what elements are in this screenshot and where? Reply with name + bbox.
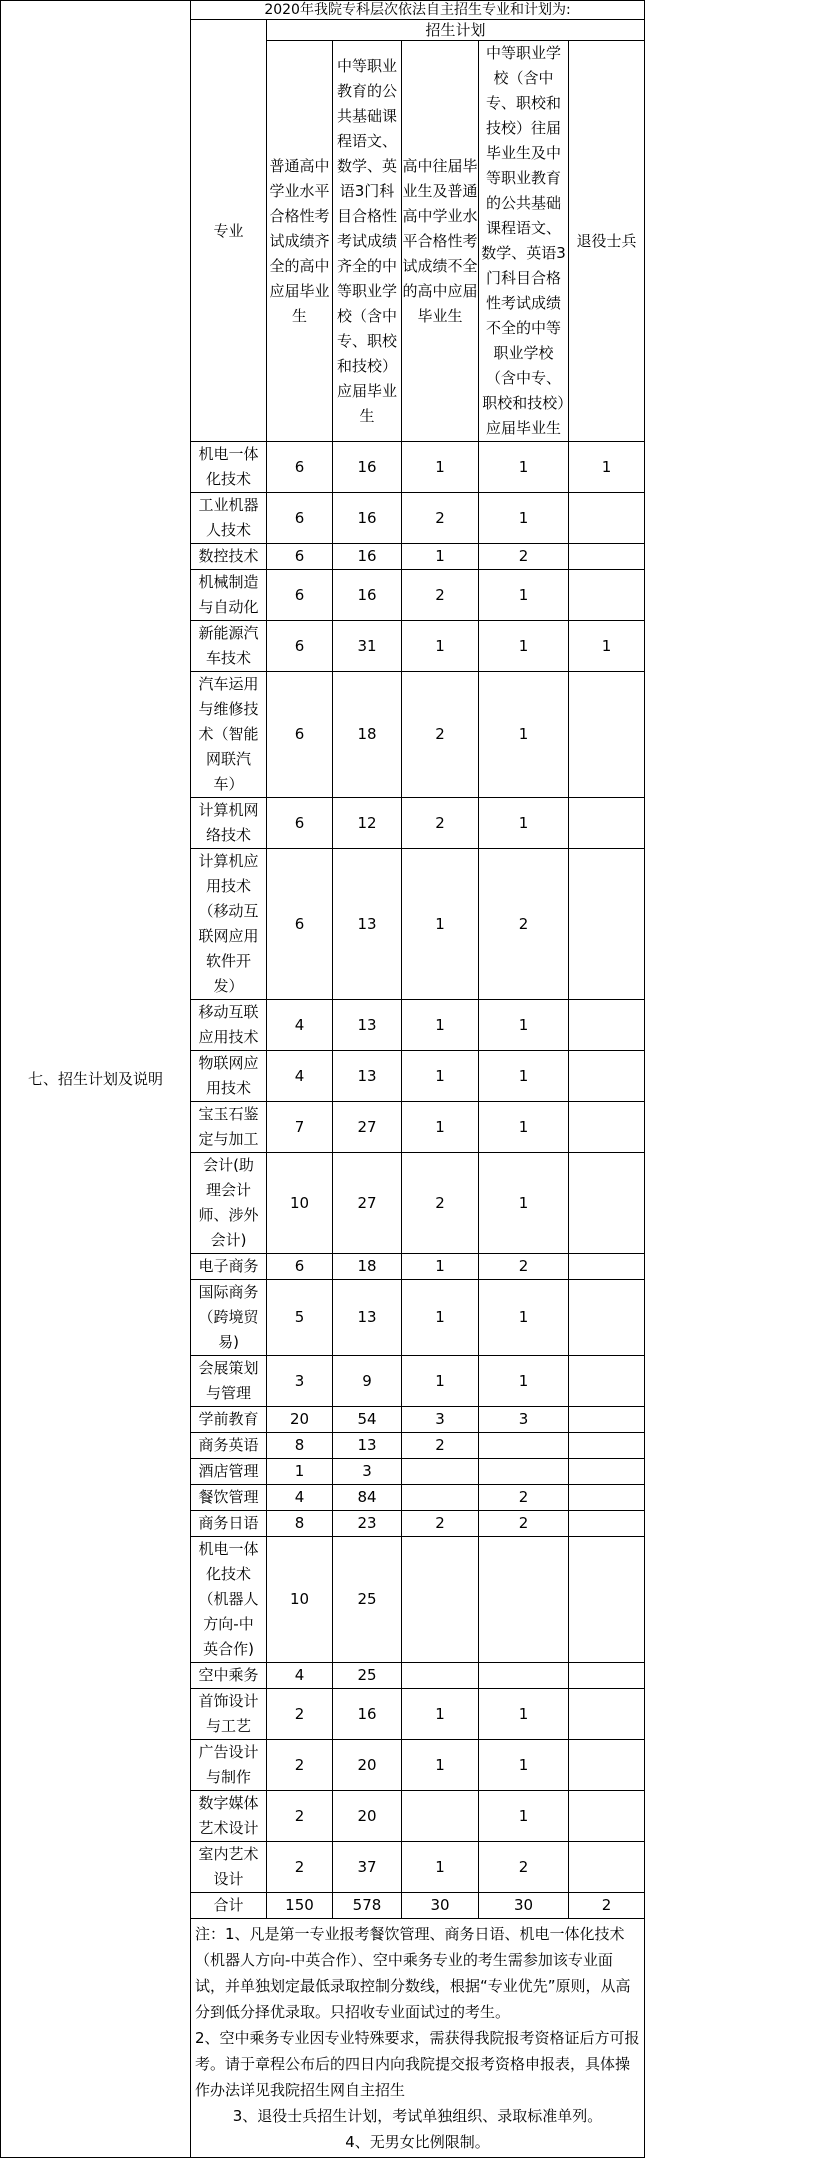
count-cell-c5	[569, 1051, 645, 1102]
count-cell-c4: 2	[479, 849, 569, 1000]
count-cell-c4	[479, 1663, 569, 1689]
count-cell-c1: 5	[267, 1280, 333, 1356]
count-cell-c5: 1	[569, 621, 645, 672]
count-cell-c2: 3	[333, 1459, 402, 1485]
count-cell-c2: 13	[333, 849, 402, 1000]
count-cell-c3: 2	[402, 1511, 479, 1537]
major-cell: 室内艺术设计	[191, 1842, 267, 1893]
count-cell-c3: 1	[402, 1051, 479, 1102]
count-cell-c4: 1	[479, 1791, 569, 1842]
count-cell-c5	[569, 1663, 645, 1689]
count-cell-c4	[479, 1459, 569, 1485]
total-c5: 2	[569, 1893, 645, 1919]
major-cell: 汽车运用与维修技术（智能网联汽车）	[191, 672, 267, 798]
major-cell: 空中乘务	[191, 1663, 267, 1689]
notes-block	[191, 1919, 645, 2158]
major-cell: 学前教育	[191, 1407, 267, 1433]
count-cell-c4: 1	[479, 1280, 569, 1356]
count-cell-c3	[402, 1459, 479, 1485]
column-header-c2: 中等职业教育的公共基础课程语文、数学、英语3门科目合格性考试成绩齐全的中等职业学校（含中专、职校和技校）应届毕业生	[333, 41, 402, 442]
major-cell: 宝玉石鉴定与加工	[191, 1102, 267, 1153]
count-cell-c5	[569, 1791, 645, 1842]
count-cell-c5	[569, 1356, 645, 1407]
count-cell-c2: 84	[333, 1485, 402, 1511]
count-cell-c4: 1	[479, 798, 569, 849]
count-cell-c3: 2	[402, 1433, 479, 1459]
count-cell-c3: 2	[402, 493, 479, 544]
major-cell: 物联网应用技术	[191, 1051, 267, 1102]
major-cell: 会计(助理会计师、涉外会计)	[191, 1153, 267, 1254]
count-cell-c3: 1	[402, 621, 479, 672]
major-cell: 移动互联应用技术	[191, 1000, 267, 1051]
count-cell-c5	[569, 1000, 645, 1051]
count-cell-c3: 1	[402, 1740, 479, 1791]
count-cell-c2: 54	[333, 1407, 402, 1433]
count-cell-c3: 2	[402, 798, 479, 849]
count-cell-c3: 1	[402, 1689, 479, 1740]
count-cell-c3: 1	[402, 1254, 479, 1280]
count-cell-c5	[569, 798, 645, 849]
count-cell-c2: 25	[333, 1537, 402, 1663]
count-cell-c3	[402, 1485, 479, 1511]
column-header-c5: 退役士兵	[569, 41, 645, 442]
count-cell-c1: 2	[267, 1740, 333, 1791]
count-cell-c1: 1	[267, 1459, 333, 1485]
count-cell-c4: 3	[479, 1407, 569, 1433]
count-cell-c2: 20	[333, 1791, 402, 1842]
count-cell-c2: 16	[333, 442, 402, 493]
count-cell-c3: 1	[402, 1000, 479, 1051]
total-c2: 578	[333, 1893, 402, 1919]
count-cell-c5: 1	[569, 442, 645, 493]
count-cell-c5	[569, 1511, 645, 1537]
count-cell-c1: 20	[267, 1407, 333, 1433]
count-cell-c1: 4	[267, 1663, 333, 1689]
count-cell-c2: 13	[333, 1433, 402, 1459]
total-c4: 30	[479, 1893, 569, 1919]
count-cell-c1: 3	[267, 1356, 333, 1407]
count-cell-c1: 2	[267, 1842, 333, 1893]
column-header-c1: 普通高中学业水平合格性考试成绩齐全的高中应届毕业生	[267, 41, 333, 442]
count-cell-c1: 6	[267, 1254, 333, 1280]
count-cell-c2: 16	[333, 570, 402, 621]
major-cell: 数控技术	[191, 544, 267, 570]
total-label: 合计	[191, 1893, 267, 1919]
major-cell: 计算机应用技术（移动互联网应用软件开发）	[191, 849, 267, 1000]
count-cell-c2: 9	[333, 1356, 402, 1407]
major-cell: 酒店管理	[191, 1459, 267, 1485]
count-cell-c2: 12	[333, 798, 402, 849]
count-cell-c4: 1	[479, 1689, 569, 1740]
count-cell-c5	[569, 849, 645, 1000]
count-cell-c3	[402, 1663, 479, 1689]
count-cell-c4: 1	[479, 1153, 569, 1254]
total-c1: 150	[267, 1893, 333, 1919]
count-cell-c4: 1	[479, 570, 569, 621]
count-cell-c2: 16	[333, 493, 402, 544]
major-cell: 机电一体化技术	[191, 442, 267, 493]
major-cell: 商务日语	[191, 1511, 267, 1537]
count-cell-c2: 27	[333, 1102, 402, 1153]
count-cell-c3: 1	[402, 1356, 479, 1407]
note-n4: 4、无男女比例限制。	[345, 2133, 490, 2151]
count-cell-c1: 7	[267, 1102, 333, 1153]
count-cell-c2: 13	[333, 1051, 402, 1102]
column-header-c4: 中等职业学校（含中专、职校和技校）往届毕业生及中等职业教育的公共基础课程语文、数学、英语3门科目合格性考试成绩不全的中等职业学校（含中专、职校和技校）应届毕业生	[479, 41, 569, 442]
count-cell-c4: 1	[479, 442, 569, 493]
count-cell-c4	[479, 1433, 569, 1459]
count-cell-c1: 6	[267, 621, 333, 672]
count-cell-c3: 1	[402, 1102, 479, 1153]
count-cell-c4: 1	[479, 1000, 569, 1051]
section-label: 七、招生计划及说明	[1, 1, 191, 2158]
major-cell: 电子商务	[191, 1254, 267, 1280]
column-header-c3: 高中往届毕业生及普通高中学业水平合格性考试成绩不全的高中应届毕业生	[402, 41, 479, 442]
count-cell-c4: 1	[479, 621, 569, 672]
count-cell-c4: 1	[479, 1740, 569, 1791]
major-cell: 国际商务（跨境贸易)	[191, 1280, 267, 1356]
count-cell-c3: 1	[402, 849, 479, 1000]
count-cell-c1: 4	[267, 1051, 333, 1102]
note-n1: 注：1、凡是第一专业报考餐饮管理、商务日语、机电一体化技术（机器人方向-中英合作）、空中乘务专业的考生需参加该专业面试，并单独划定最低录取控制分数线，根据“专业优先”原则，从高分到低分择优录取。只招收专业面试过的考生。	[195, 1925, 631, 2021]
count-cell-c2: 16	[333, 544, 402, 570]
count-cell-c5	[569, 1102, 645, 1153]
count-cell-c4: 1	[479, 1051, 569, 1102]
major-cell: 工业机器人技术	[191, 493, 267, 544]
count-cell-c5	[569, 1459, 645, 1485]
count-cell-c4: 2	[479, 1254, 569, 1280]
count-cell-c1: 2	[267, 1689, 333, 1740]
major-cell: 机电一体化技术（机器人方向-中英合作)	[191, 1537, 267, 1663]
total-c3: 30	[402, 1893, 479, 1919]
major-cell: 首饰设计与工艺	[191, 1689, 267, 1740]
count-cell-c5	[569, 1842, 645, 1893]
count-cell-c1: 2	[267, 1791, 333, 1842]
count-cell-c1: 8	[267, 1433, 333, 1459]
major-cell: 商务英语	[191, 1433, 267, 1459]
major-cell: 数字媒体艺术设计	[191, 1791, 267, 1842]
count-cell-c1: 8	[267, 1511, 333, 1537]
count-cell-c2: 31	[333, 621, 402, 672]
count-cell-c2: 20	[333, 1740, 402, 1791]
count-cell-c3: 2	[402, 570, 479, 621]
major-cell: 餐饮管理	[191, 1485, 267, 1511]
note-n2: 2、空中乘务专业因专业特殊要求，需获得我院报考资格证后方可报考。请于章程公布后的四日内向我院提交报考资格申报表，具体操作办法详见我院招生网自主招生	[195, 2029, 640, 2099]
count-cell-c5	[569, 1280, 645, 1356]
major-cell: 新能源汽车技术	[191, 621, 267, 672]
count-cell-c5	[569, 672, 645, 798]
count-cell-c4: 2	[479, 1511, 569, 1537]
count-cell-c3: 1	[402, 1280, 479, 1356]
count-cell-c5	[569, 1407, 645, 1433]
count-cell-c1: 4	[267, 1000, 333, 1051]
count-cell-c4: 2	[479, 544, 569, 570]
table-title: 2020年我院专科层次依法自主招生专业和计划为:	[191, 1, 645, 20]
count-cell-c3	[402, 1791, 479, 1842]
count-cell-c3: 1	[402, 544, 479, 570]
count-cell-c2: 18	[333, 1254, 402, 1280]
count-cell-c2: 37	[333, 1842, 402, 1893]
plan-header: 招生计划	[267, 20, 645, 41]
count-cell-c1: 6	[267, 442, 333, 493]
major-cell: 机械制造与自动化	[191, 570, 267, 621]
count-cell-c3: 1	[402, 1842, 479, 1893]
count-cell-c1: 6	[267, 672, 333, 798]
count-cell-c5	[569, 1153, 645, 1254]
major-cell: 会展策划与管理	[191, 1356, 267, 1407]
major-cell: 广告设计与制作	[191, 1740, 267, 1791]
count-cell-c5	[569, 493, 645, 544]
count-cell-c2: 13	[333, 1000, 402, 1051]
count-cell-c1: 6	[267, 570, 333, 621]
count-cell-c1: 10	[267, 1153, 333, 1254]
count-cell-c4: 1	[479, 672, 569, 798]
count-cell-c5	[569, 1537, 645, 1663]
count-cell-c2: 27	[333, 1153, 402, 1254]
count-cell-c1: 6	[267, 849, 333, 1000]
count-cell-c2: 25	[333, 1663, 402, 1689]
count-cell-c4: 2	[479, 1485, 569, 1511]
count-cell-c1: 10	[267, 1537, 333, 1663]
count-cell-c4: 1	[479, 1356, 569, 1407]
count-cell-c4: 1	[479, 1102, 569, 1153]
count-cell-c5	[569, 1254, 645, 1280]
count-cell-c5	[569, 1433, 645, 1459]
count-cell-c3: 2	[402, 672, 479, 798]
count-cell-c2: 16	[333, 1689, 402, 1740]
count-cell-c5	[569, 1689, 645, 1740]
count-cell-c3: 1	[402, 442, 479, 493]
count-cell-c2: 23	[333, 1511, 402, 1537]
count-cell-c5	[569, 1740, 645, 1791]
count-cell-c1: 6	[267, 798, 333, 849]
count-cell-c2: 13	[333, 1280, 402, 1356]
count-cell-c4: 1	[479, 493, 569, 544]
count-cell-c1: 4	[267, 1485, 333, 1511]
count-cell-c2: 18	[333, 672, 402, 798]
count-cell-c1: 6	[267, 544, 333, 570]
count-cell-c4: 2	[479, 1842, 569, 1893]
major-header: 专业	[191, 20, 267, 442]
count-cell-c4	[479, 1537, 569, 1663]
count-cell-c3: 2	[402, 1153, 479, 1254]
count-cell-c5	[569, 570, 645, 621]
count-cell-c5	[569, 544, 645, 570]
note-n3: 3、退役士兵招生计划，考试单独组织、录取标准单列。	[232, 2107, 603, 2125]
count-cell-c5	[569, 1485, 645, 1511]
count-cell-c3: 3	[402, 1407, 479, 1433]
count-cell-c3	[402, 1537, 479, 1663]
major-cell: 计算机网络技术	[191, 798, 267, 849]
count-cell-c1: 6	[267, 493, 333, 544]
